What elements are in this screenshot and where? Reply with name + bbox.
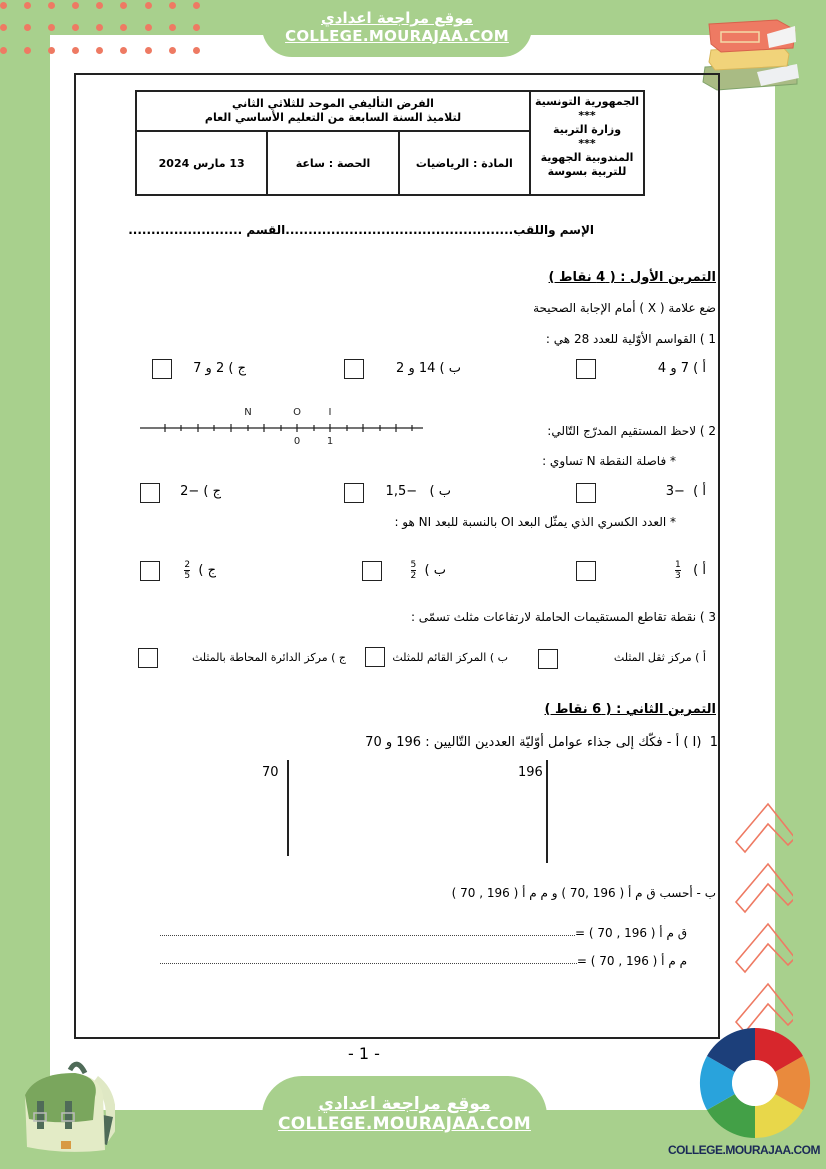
factor-divider-196 bbox=[546, 760, 548, 863]
exercise2-q1a bbox=[365, 735, 718, 750]
decorative-dots bbox=[0, 0, 200, 55]
fraction-1-3 bbox=[675, 560, 681, 581]
site-url[interactable]: COLLEGE.MOURAJAA.COM bbox=[285, 27, 509, 45]
number-line bbox=[138, 402, 428, 450]
option-label: ج ) bbox=[228, 361, 246, 376]
exercise1-instruction: ضع علامة ( X ) أمام الإجابة الصحيحة bbox=[533, 301, 716, 315]
duration-cell: الحصة : ساعة bbox=[266, 132, 397, 194]
option-value: المركز القائم للمثلث bbox=[392, 651, 487, 664]
denominator: 3 bbox=[675, 571, 681, 581]
q2-text: 2 ) لاحظ المستقيم المدرّج التّالي: bbox=[547, 424, 716, 438]
option-value: مركز الدائرة المحاطة بالمثلث bbox=[191, 651, 328, 664]
q1-checkbox-c[interactable] bbox=[152, 359, 172, 379]
page-number: - 1 - bbox=[348, 1044, 380, 1063]
option-value: 14 و 2 bbox=[396, 361, 436, 376]
name-dots: .................................................. bbox=[285, 223, 514, 237]
q2a-option-a bbox=[666, 484, 706, 499]
directorate-label: المندوبية الجهوية bbox=[540, 151, 634, 164]
option-label: ب ) bbox=[439, 361, 461, 376]
backpack-icon bbox=[15, 1055, 115, 1155]
gcd-label: ق م أ ( 196 , 70 ) = bbox=[574, 926, 687, 940]
option-value: −3 bbox=[665, 484, 685, 499]
student-name-field[interactable] bbox=[128, 223, 594, 237]
exercise2-title: التمرين الثاني : ( 6 نقاط ) bbox=[544, 702, 716, 717]
option-value: −1,5 bbox=[385, 484, 418, 499]
option-label: ب ) bbox=[429, 484, 451, 499]
factor-divider-70 bbox=[287, 760, 289, 856]
q2b-checkbox-a[interactable] bbox=[576, 561, 596, 581]
svg-text:O: O bbox=[293, 407, 301, 418]
svg-text:N: N bbox=[244, 407, 252, 418]
svg-text:0: 0 bbox=[293, 436, 301, 447]
option-label: ب ) bbox=[489, 651, 508, 664]
ministry-label: وزارة التربية bbox=[552, 123, 622, 136]
option-value: 7 و 4 bbox=[657, 361, 690, 376]
site-name-arabic: موقع مراجعة اعدادي bbox=[318, 1094, 491, 1114]
logo-site-text: COLLEGE.MOURAJAA.COM bbox=[668, 1143, 820, 1157]
site-banner-top[interactable] bbox=[262, 0, 532, 57]
gcd-answer-line[interactable] bbox=[160, 918, 687, 940]
factor-number-70: 70 bbox=[262, 765, 279, 780]
q1-text: 1 ) القواسم الأوّلية للعدد 28 هي : bbox=[545, 332, 716, 346]
lcm-answer-line[interactable] bbox=[160, 946, 687, 968]
q2b-option-a bbox=[675, 560, 706, 581]
q2b-checkbox-c[interactable] bbox=[140, 561, 160, 581]
gcd-dots bbox=[160, 935, 575, 936]
q3-option-a bbox=[614, 651, 706, 664]
ministry-block bbox=[529, 92, 643, 194]
directorate-city: للتربية بسوسة bbox=[547, 165, 627, 178]
q2b-checkbox-b[interactable] bbox=[362, 561, 382, 581]
chevron-up-icons bbox=[733, 790, 793, 1040]
q3-text: 3 ) نقطة تقاطع المستقيمات الحاملة لارتفاعات مثلث تسمّى : bbox=[410, 610, 716, 624]
numerator: 2 bbox=[184, 560, 191, 570]
svg-text:1: 1 bbox=[326, 436, 334, 447]
option-label: أ ) bbox=[695, 651, 706, 664]
lcm-dots bbox=[160, 963, 577, 964]
option-value: مركز ثقل المثلث bbox=[613, 651, 692, 664]
class-dots: ......................... bbox=[128, 223, 243, 237]
numerator: 1 bbox=[675, 560, 681, 570]
stars-separator: *** bbox=[578, 137, 596, 150]
option-value: 2 و 7 bbox=[193, 361, 225, 376]
q3-checkbox-c[interactable] bbox=[138, 648, 158, 668]
q2b-option-c bbox=[184, 560, 216, 581]
q1-option-c bbox=[193, 361, 246, 376]
q2b-option-b bbox=[411, 560, 446, 581]
option-label: ج ) bbox=[331, 651, 346, 664]
exam-header-table bbox=[135, 90, 645, 196]
q1-option-a bbox=[658, 361, 706, 376]
q3-checkbox-b[interactable] bbox=[365, 647, 385, 667]
exam-title-line2: لتلاميذ السنة السابعة من التعليم الأساسي العام bbox=[204, 111, 462, 124]
republic-label: الجمهورية التونسية bbox=[534, 95, 640, 108]
exam-title bbox=[137, 92, 529, 132]
svg-text:I: I bbox=[328, 407, 332, 418]
denominator: 5 bbox=[184, 571, 191, 581]
q1-checkbox-b[interactable] bbox=[344, 359, 364, 379]
option-value: −2 bbox=[180, 484, 200, 499]
option-label: ج ) bbox=[203, 484, 221, 499]
q1-checkbox-a[interactable] bbox=[576, 359, 596, 379]
q3-option-b bbox=[392, 651, 508, 664]
q3-checkbox-a[interactable] bbox=[538, 649, 558, 669]
subject-cell: المادة : الرياضيات bbox=[398, 132, 529, 194]
q2b-text: * العدد الكسري الذي يمثّل البعد OI بالنسبة للبعد NI هو : bbox=[394, 515, 676, 529]
q2a-option-b bbox=[386, 484, 451, 499]
part-label: I) bbox=[692, 735, 702, 750]
numerator: 5 bbox=[410, 560, 417, 570]
q1-option-b bbox=[396, 361, 461, 376]
q2a-checkbox-c[interactable] bbox=[140, 483, 160, 503]
q2a-option-c bbox=[180, 484, 221, 499]
site-banner-bottom[interactable] bbox=[262, 1076, 547, 1169]
option-label: أ ) bbox=[693, 484, 706, 499]
option-label: ب ) bbox=[424, 563, 446, 578]
site-name-arabic: موقع مراجعة اعدادي bbox=[321, 9, 473, 27]
name-label: الإسم واللقب bbox=[513, 223, 594, 237]
exam-title-line1: الفرض التأليفي الموحد للثلاثي الثاني bbox=[232, 97, 434, 110]
q2a-checkbox-b[interactable] bbox=[344, 483, 364, 503]
fraction-2-5 bbox=[184, 560, 190, 581]
factor-number-196: 196 bbox=[518, 765, 543, 780]
q2a-text: * فاصلة النقطة N تساوي : bbox=[542, 454, 676, 468]
class-label: القسم bbox=[246, 223, 286, 237]
site-logo-icon bbox=[695, 1025, 815, 1140]
q3-option-c bbox=[192, 651, 346, 664]
lcm-label: م م أ ( 196 , 70 ) = bbox=[576, 954, 687, 968]
exercise2-q1b: ب - أحسب ق م أ ( 196 ,70 ) و م م أ ( 196 , 70 ) bbox=[451, 886, 716, 900]
option-label: أ ) bbox=[693, 361, 706, 376]
option-label: أ ) bbox=[693, 563, 706, 578]
stars-separator: *** bbox=[578, 109, 596, 122]
exercise1-title: التمرين الأول : ( 4 نقاط ) bbox=[548, 270, 716, 285]
date-cell: 13 مارس 2024 bbox=[158, 156, 245, 170]
denominator: 2 bbox=[410, 571, 417, 581]
fraction-5-2 bbox=[411, 560, 417, 581]
q1a-text: 1 ) أ - فكّك إلى جذاء عوامل أوّليّة العددين التّاليين : 196 و 70 bbox=[365, 735, 718, 750]
site-url[interactable]: COLLEGE.MOURAJAA.COM bbox=[278, 1114, 531, 1134]
option-label: ج ) bbox=[198, 563, 216, 578]
q2a-checkbox-a[interactable] bbox=[576, 483, 596, 503]
